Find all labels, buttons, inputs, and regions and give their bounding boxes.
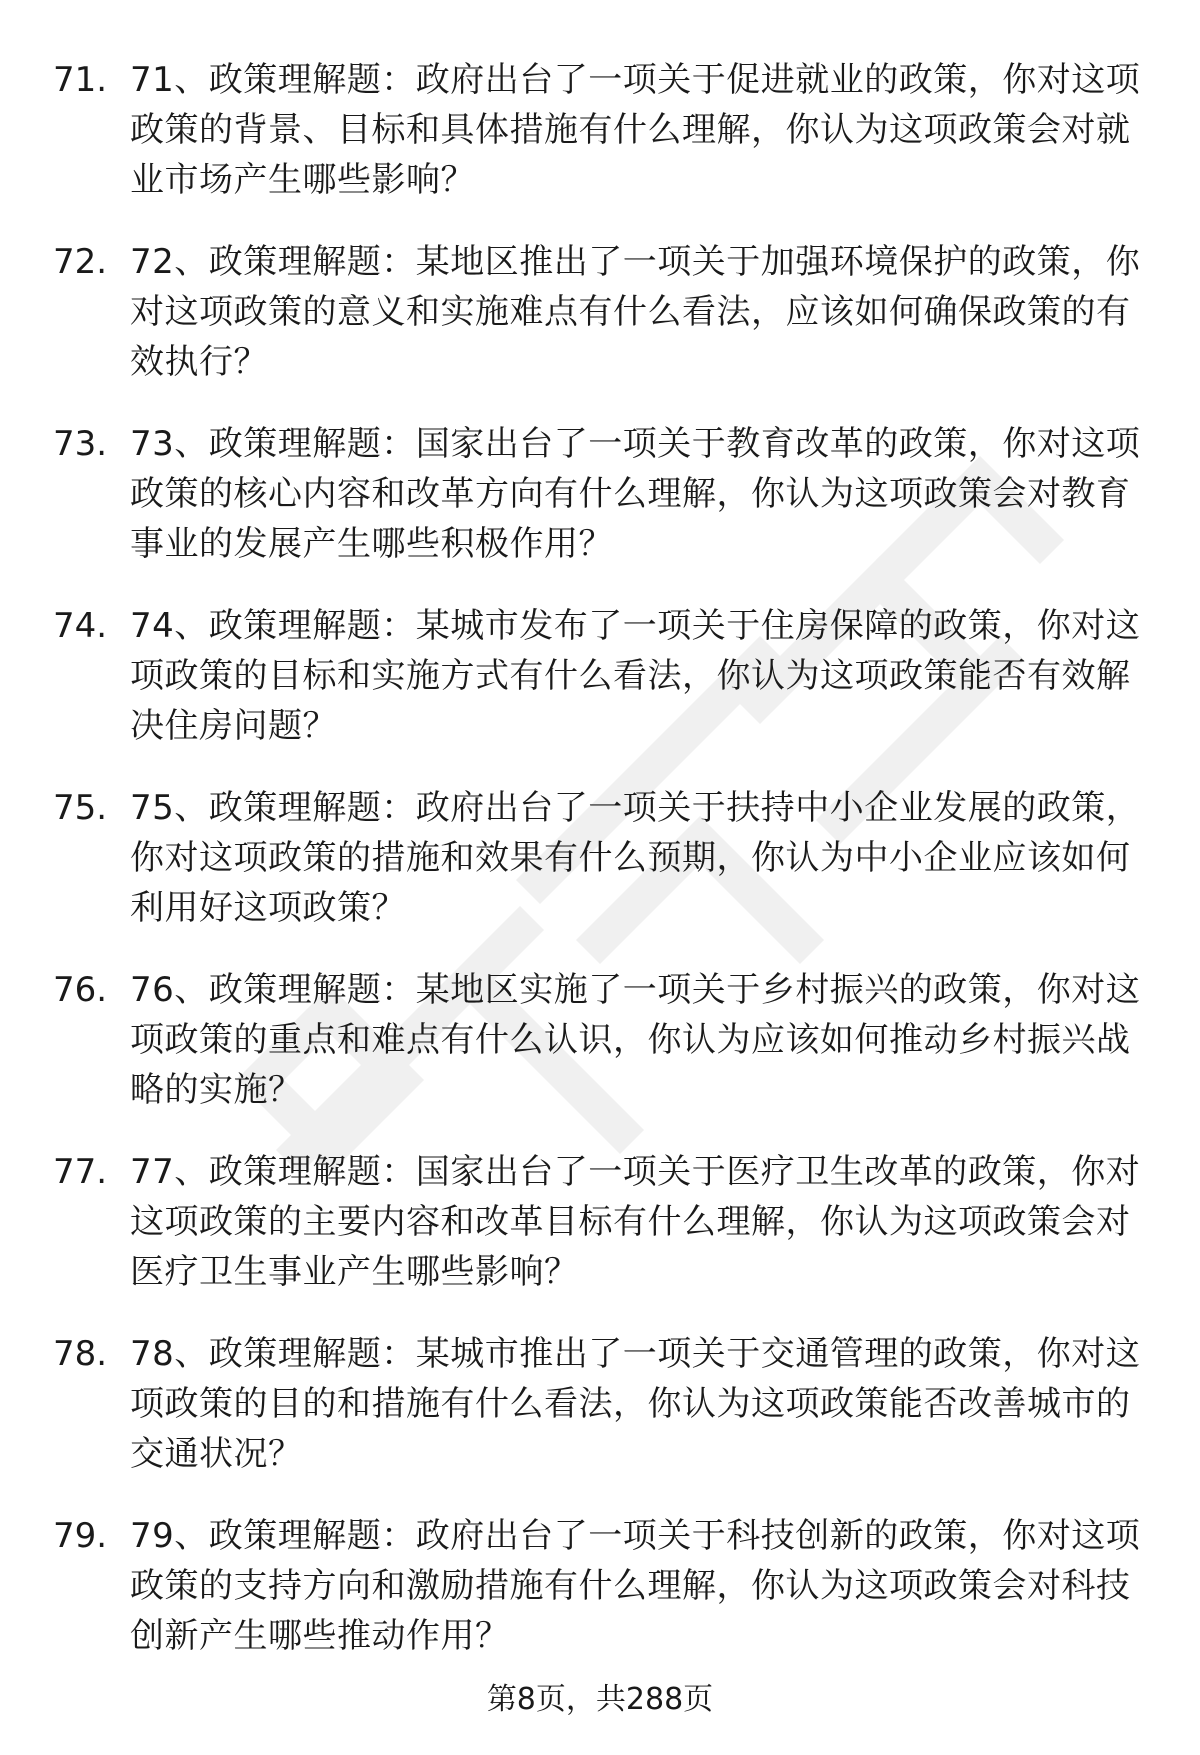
question-number: 73. xyxy=(53,424,108,464)
question-item xyxy=(0,55,1200,237)
question-text: 76、政策理解题：某地区实施了一项关于乡村振兴的政策，你对这项政策的重点和难点有什么认识，你认为应该如何推动乡村振兴战略的实施？ xyxy=(130,970,1141,1110)
question-text: 77、政策理解题：国家出台了一项关于医疗卫生改革的政策，你对这项政策的主要内容和改革目标有什么理解，你认为这项政策会对医疗卫生事业产生哪些影响？ xyxy=(130,1152,1141,1292)
question-list xyxy=(0,55,1200,1693)
question-number: 77. xyxy=(53,1152,108,1192)
question-text: 75、政策理解题：政府出台了一项关于扶持中小企业发展的政策，你对这项政策的措施和效果有什么预期，你认为中小企业应该如何利用好这项政策？ xyxy=(130,788,1141,928)
question-number: 75. xyxy=(53,788,108,828)
question-number: 78. xyxy=(53,1334,108,1374)
question-item xyxy=(0,1329,1200,1511)
question-item xyxy=(0,419,1200,601)
question-number: 74. xyxy=(53,606,108,646)
question-number: 79. xyxy=(53,1516,108,1556)
question-text: 73、政策理解题：国家出台了一项关于教育改革的政策，你对这项政策的核心内容和改革方向有什么理解，你认为这项政策会对教育事业的发展产生哪些积极作用？ xyxy=(130,424,1141,564)
question-text: 74、政策理解题：某城市发布了一项关于住房保障的政策，你对这项政策的目标和实施方式有什么看法，你认为这项政策能否有效解决住房问题？ xyxy=(130,606,1141,746)
question-number: 76. xyxy=(53,970,108,1010)
question-item xyxy=(0,601,1200,783)
question-item xyxy=(0,1511,1200,1693)
question-number: 71. xyxy=(53,60,108,100)
question-item xyxy=(0,237,1200,419)
question-text: 79、政策理解题：政府出台了一项关于科技创新的政策，你对这项政策的支持方向和激励措施有什么理解，你认为这项政策会对科技创新产生哪些推动作用？ xyxy=(130,1516,1141,1656)
question-text: 78、政策理解题：某城市推出了一项关于交通管理的政策，你对这项政策的目的和措施有什么看法，你认为这项政策能否改善城市的交通状况？ xyxy=(130,1334,1141,1474)
question-number: 72. xyxy=(53,242,108,282)
question-item xyxy=(0,1147,1200,1329)
page-number-footer: 第8页，共288页 xyxy=(486,1682,714,1717)
question-item xyxy=(0,783,1200,965)
question-text: 71、政策理解题：政府出台了一项关于促进就业的政策，你对这项政策的背景、目标和具体措施有什么理解，你认为这项政策会对就业市场产生哪些影响？ xyxy=(130,60,1141,200)
question-text: 72、政策理解题：某地区推出了一项关于加强环境保护的政策，你对这项政策的意义和实施难点有什么看法，应该如何确保政策的有效执行？ xyxy=(130,242,1141,382)
question-item xyxy=(0,965,1200,1147)
